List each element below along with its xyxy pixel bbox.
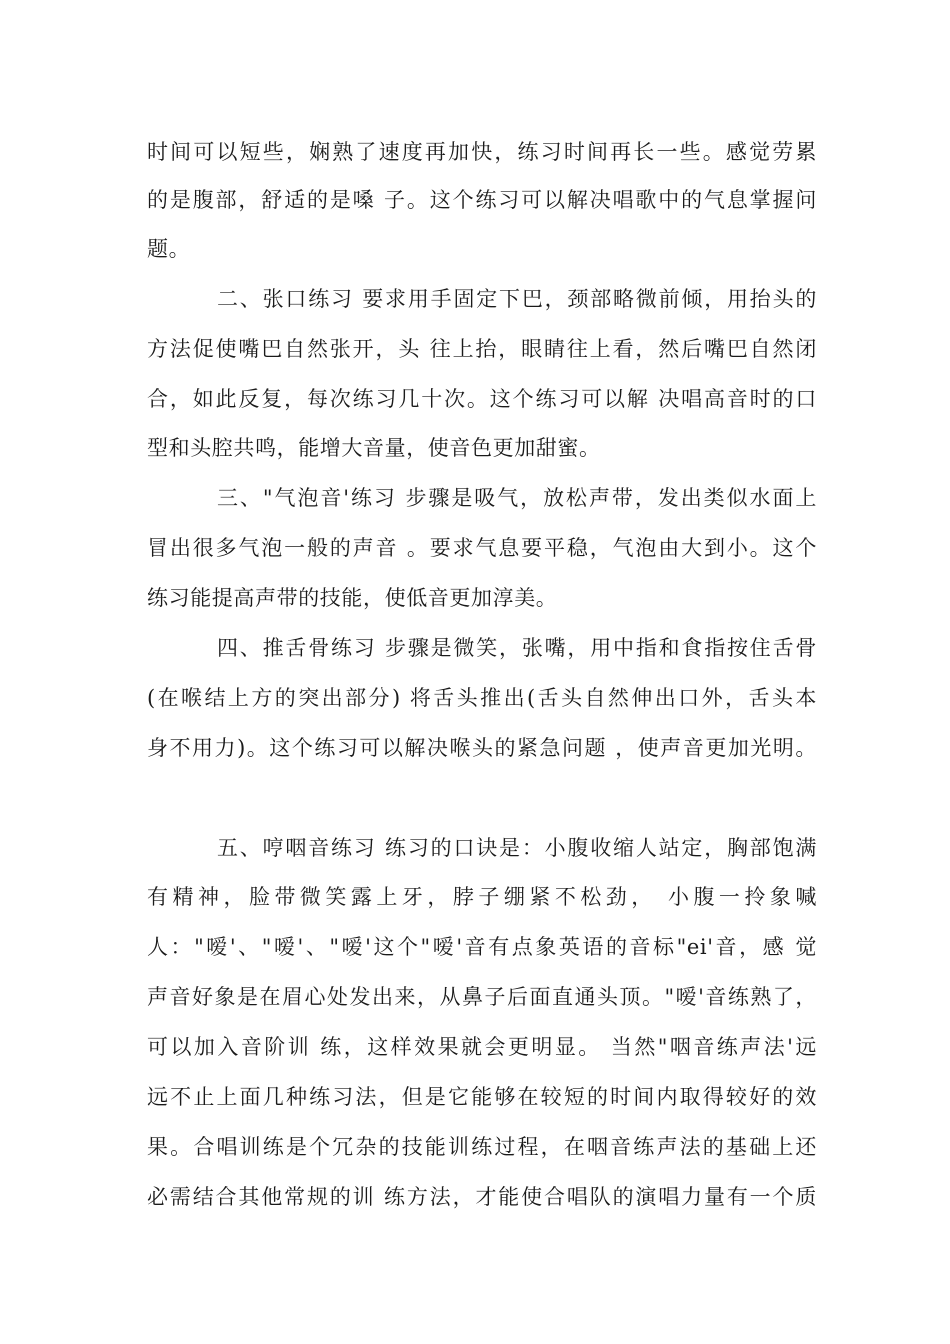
text-line: 人："嗳'、"嗳'、"嗳'这个"嗳'音有点象英语的音标"ei'音，感 觉 <box>147 935 817 959</box>
text-line: 冒出很多气泡一般的声音 。要求气息要平稳，气泡由大到小。这个 <box>147 536 817 560</box>
text-line: 时间可以短些，娴熟了速度再加快，练习时间再长一些。感觉劳累 <box>147 140 817 164</box>
text-line: 的是腹部，舒适的是嗓 子。这个练习可以解决唱歌中的气息掌握问 <box>147 188 817 212</box>
text-line: 四、推舌骨练习 步骤是微笑，张嘴，用中指和食指按住舌骨 <box>217 636 817 660</box>
text-line: 必需结合其他常规的训 练方法，才能使合唱队的演唱力量有一个质 <box>147 1185 817 1209</box>
text-line: 练习能提高声带的技能，使低音更加淳美。 <box>147 586 558 610</box>
text-line: 身不用力)。这个练习可以解决喉头的紧急问题 ，使声音更加光明。 <box>147 736 817 760</box>
text-line: 二、张口练习 要求用手固定下巴，颈部略微前倾，用抬头的 <box>217 287 817 311</box>
text-line: 果。合唱训练是个冗杂的技能训练过程，在咽音练声法的基础上还 <box>147 1135 817 1159</box>
text-line: 合，如此反复，每次练习几十次。这个练习可以解 决唱高音时的口 <box>147 387 817 411</box>
text-line: 可以加入音阶训 练，这样效果就会更明显。 当然"咽音练声法'远 <box>147 1035 817 1059</box>
text-line: 三、"气泡音'练习 步骤是吸气，放松声带，发出类似水面上 <box>217 486 817 510</box>
text-line: 有精神，脸带微笑露上牙，脖子绷紧不松劲， 小腹一拎象喊 <box>147 885 817 909</box>
text-line: 题。 <box>147 237 191 261</box>
text-line: 型和头腔共鸣，能增大音量，使音色更加甜蜜。 <box>147 436 601 460</box>
text-line: 方法促使嘴巴自然张开，头 往上抬，眼睛往上看，然后嘴巴自然闭 <box>147 337 817 361</box>
text-line: 声音好象是在眉心处发出来，从鼻子后面直通头顶。"嗳'音练熟了， <box>147 985 817 1009</box>
text-line: 五、哼咽音练习 练习的口诀是：小腹收缩人站定，胸部饱满 <box>217 836 817 860</box>
text-line: 远不止上面几种练习法，但是它能够在较短的时间内取得较好的效 <box>147 1085 817 1109</box>
text-line: (在喉结上方的突出部分) 将舌头推出(舌头自然伸出口外，舌头本 <box>147 686 817 710</box>
